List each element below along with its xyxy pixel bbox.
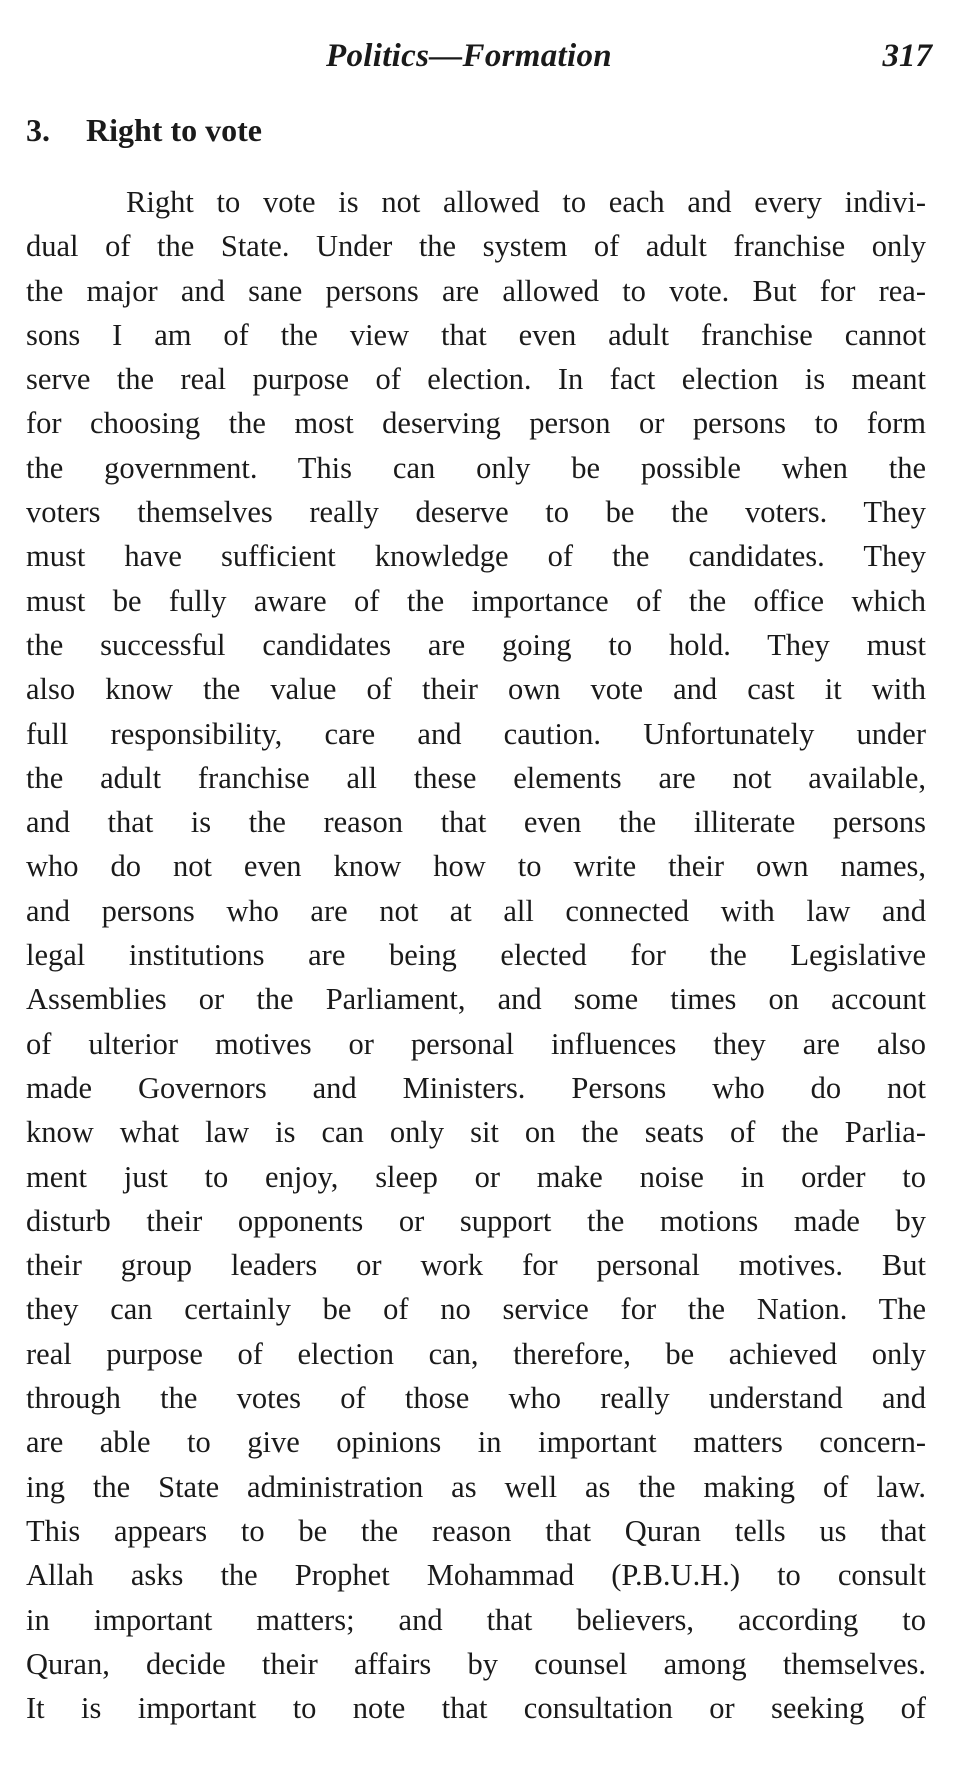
text-line: must have sufficient knowledge of the candidates. They (26, 539, 926, 574)
section-number: 3. (26, 112, 50, 148)
text-line: dual of the State. Under the system of adult franchise only (26, 229, 926, 264)
text-line: are able to give opinions in important matters concern- (26, 1425, 926, 1460)
text-line: Assemblies or the Parliament, and some times on account (26, 982, 926, 1017)
text-line: in important matters; and that believers, according to (26, 1602, 926, 1637)
text-line: the major and sane persons are allowed to vote. But for rea- (26, 273, 926, 308)
text-line: ing the State administration as well as the making of law. (26, 1469, 926, 1504)
text-line: voters themselves really deserve to be the voters. They (26, 495, 926, 530)
text-line: of ulterior motives or personal influences they are also (26, 1026, 926, 1061)
page-number: 317 (882, 38, 932, 74)
text-line: full responsibility, care and caution. Unfortunately under (26, 716, 926, 751)
text-line: the government. This can only be possible when the (26, 450, 926, 485)
text-line: their group leaders or work for personal motives. But (26, 1248, 926, 1283)
text-line: Quran, decide their affairs by counsel among themselves. (26, 1646, 926, 1681)
text-line: disturb their opponents or support the motions made by (26, 1203, 926, 1238)
text-line: they can certainly be of no service for the Nation. The (26, 1292, 926, 1327)
text-line: real purpose of election can, therefore, be achieved only (26, 1336, 926, 1371)
body-paragraph (26, 180, 926, 1730)
text-line: serve the real purpose of election. In fact election is meant (26, 362, 926, 397)
text-line: and that is the reason that even the illiterate persons (26, 805, 926, 840)
text-line: made Governors and Ministers. Persons who do not (26, 1070, 926, 1105)
text-line: through the votes of those who really understand and (26, 1381, 926, 1416)
text-line: ment just to enjoy, sleep or make noise in order to (26, 1159, 926, 1194)
text-line: for choosing the most deserving person or persons to form (26, 406, 926, 441)
text-line: Allah asks the Prophet Mohammad (P.B.U.H.) to consult (26, 1558, 926, 1593)
text-line: Right to vote is not allowed to each and every indivi- (126, 185, 926, 219)
running-title: Politics—Formation (326, 38, 612, 74)
text-line: sons I am of the view that even adult franchise cannot (26, 317, 926, 352)
text-line: the successful candidates are going to hold. They must (26, 627, 926, 662)
section-heading (26, 112, 262, 149)
text-line: It is important to note that consultation or seeking of (26, 1691, 926, 1726)
text-line: know what law is can only sit on the seats of the Parlia- (26, 1115, 926, 1150)
text-line: also know the value of their own vote and cast it with (26, 672, 926, 707)
text-line: who do not even know how to write their own names, (26, 849, 926, 884)
text-line: must be fully aware of the importance of the office which (26, 583, 926, 618)
section-title: Right to vote (86, 112, 262, 148)
text-line: and persons who are not at all connected with law and (26, 893, 926, 928)
text-line: legal institutions are being elected for the Legislative (26, 938, 926, 973)
text-line: the adult franchise all these elements are not available, (26, 760, 926, 795)
running-header (0, 38, 960, 84)
text-line: This appears to be the reason that Quran tells us that (26, 1513, 926, 1548)
